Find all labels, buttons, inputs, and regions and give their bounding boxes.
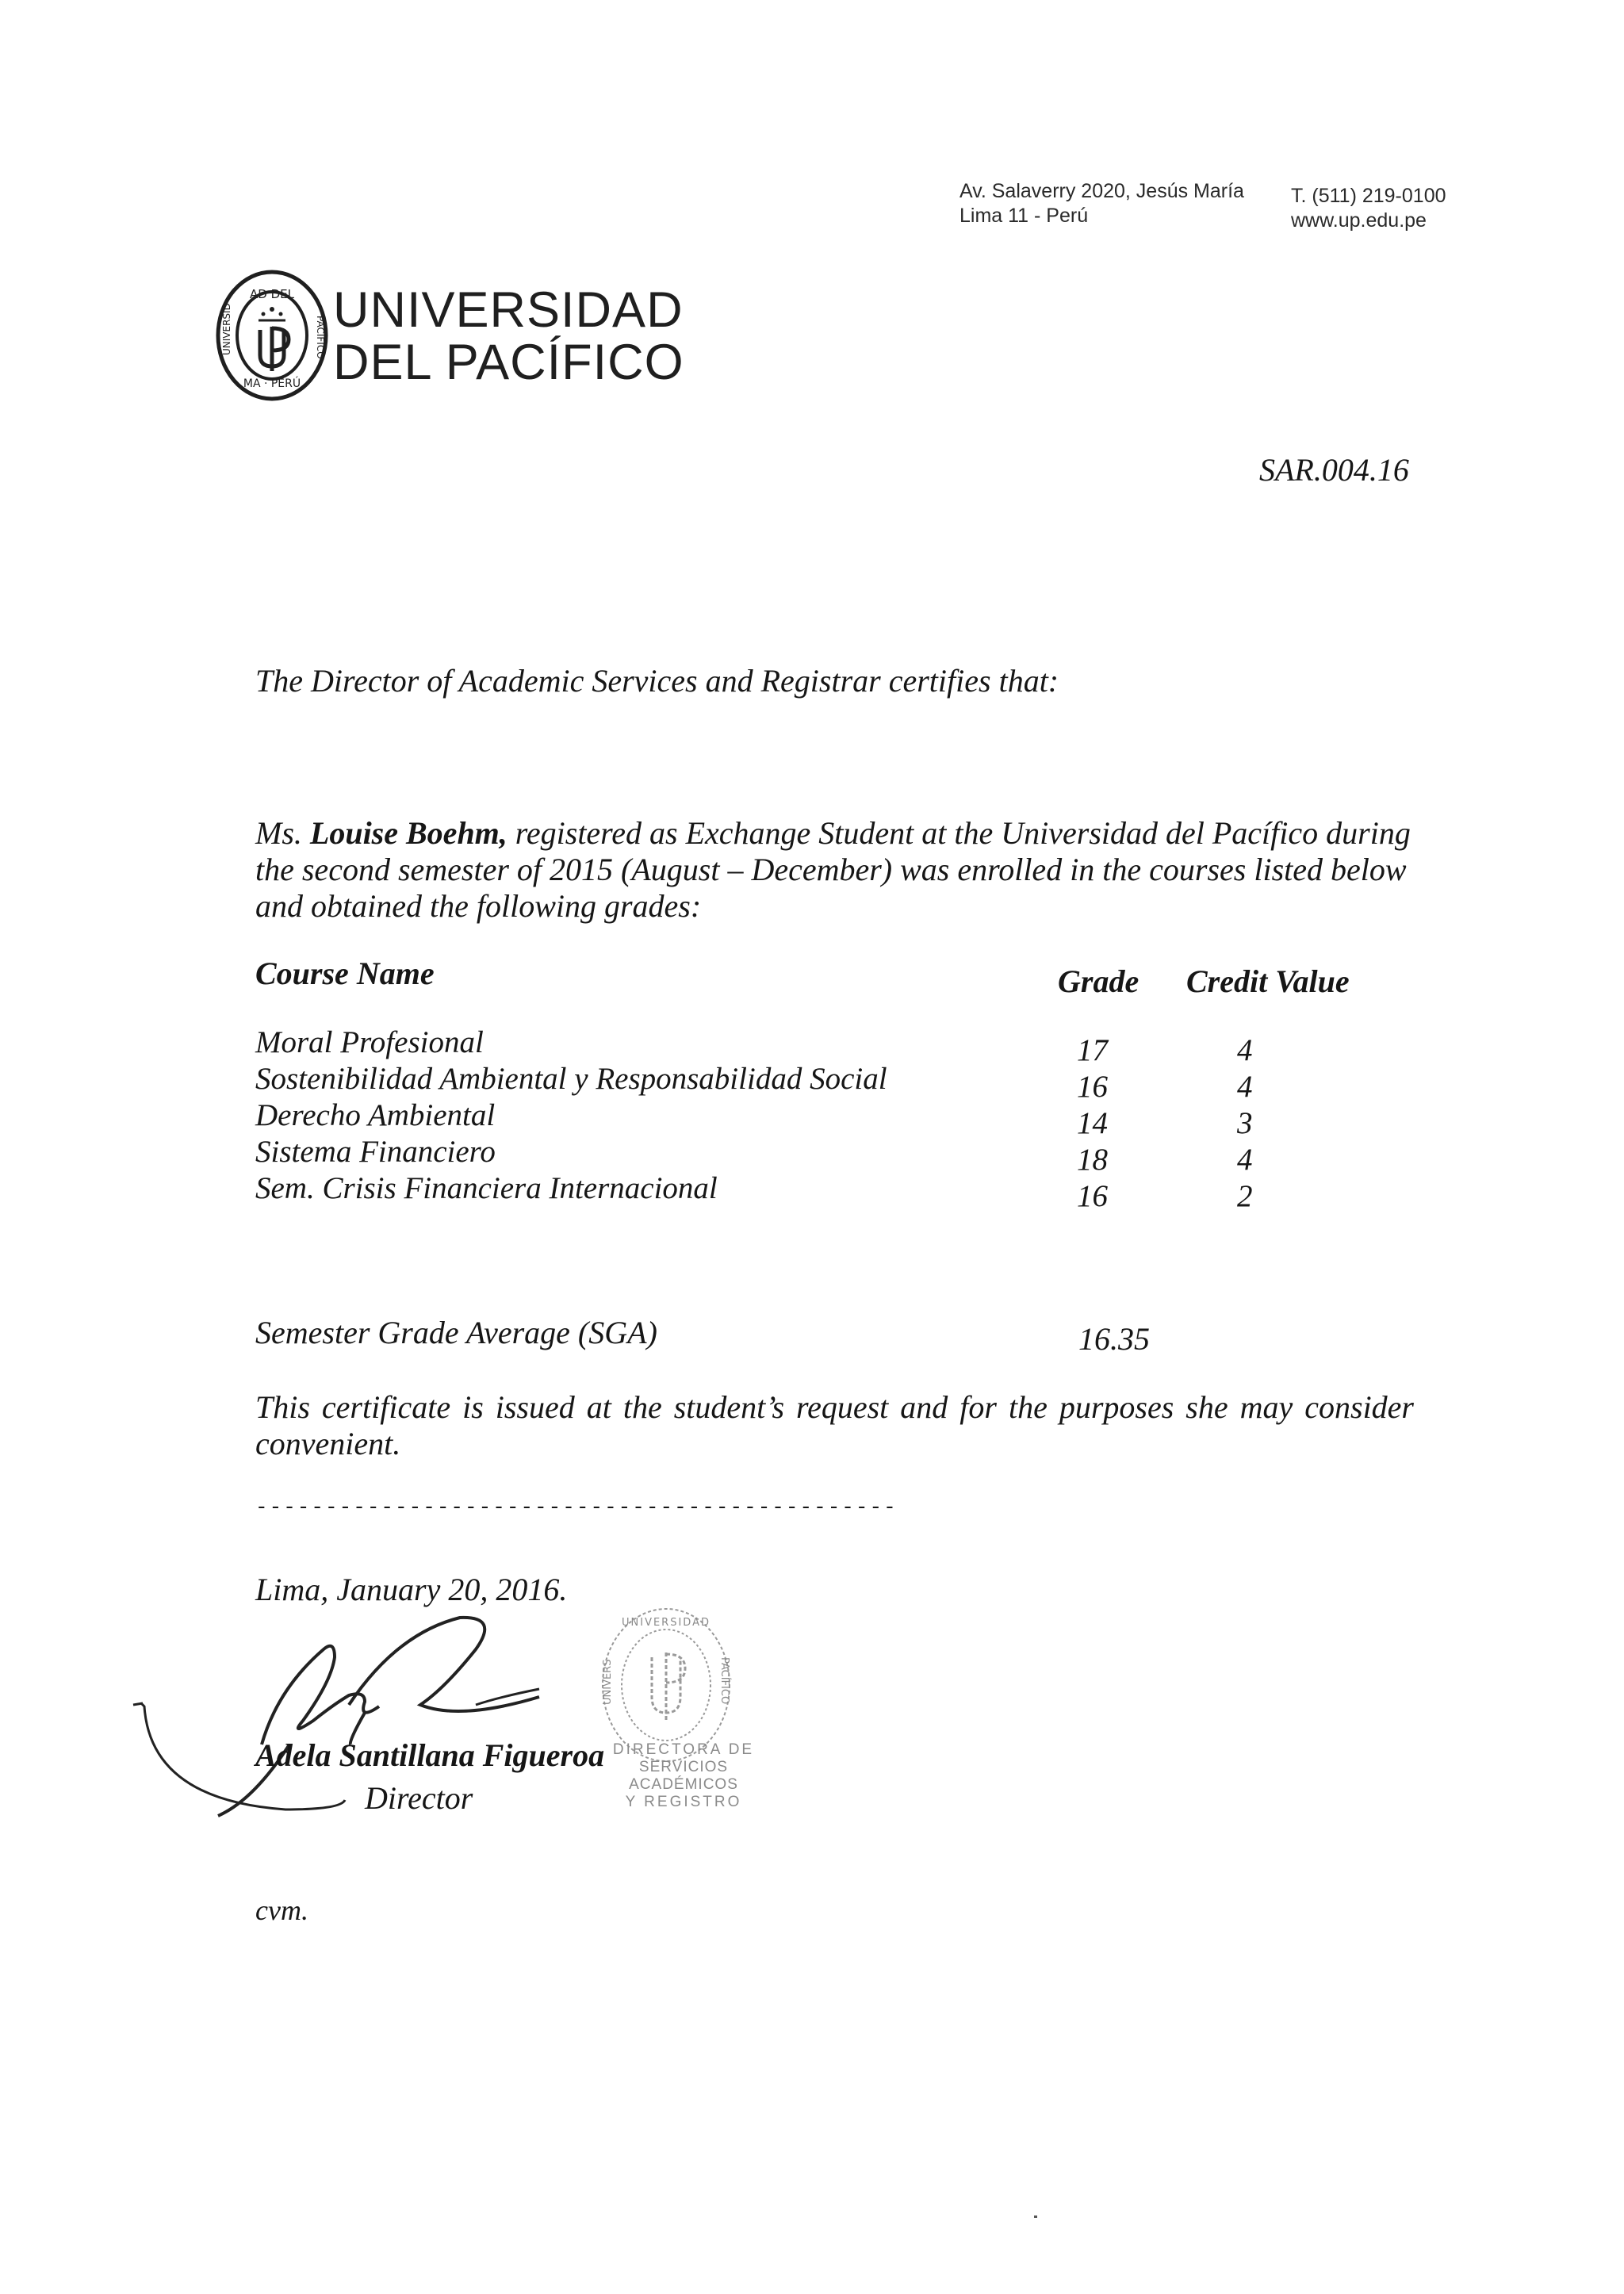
issue-date: Lima, January 20, 2016. <box>255 1572 568 1607</box>
wordmark-line-2: DEL PACÍFICO <box>333 335 684 390</box>
course-credit: 4 <box>1237 1033 1253 1067</box>
intro-line: The Director of Academic Services and Registrar certifies that: <box>255 663 1059 699</box>
column-header-credit: Credit Value <box>1186 963 1350 999</box>
student-title: Ms. <box>255 815 302 851</box>
sga-label: Semester Grade Average (SGA) <box>255 1315 657 1350</box>
course-grade: 14 <box>1077 1106 1108 1140</box>
wordmark-line-1: UNIVERSIDAD <box>333 282 684 338</box>
statement-line-1-rest: registered as Exchange Student at the Universidad del Pacífico during <box>515 815 1411 851</box>
course-name: Derecho Ambiental <box>255 1098 496 1132</box>
statement-line-3: and obtained the following grades: <box>255 888 702 924</box>
table-row <box>0 1134 1624 1177</box>
address-line-2: Lima 11 - Perú <box>959 205 1089 227</box>
signatory-name: Adela Santillana Figueroa <box>255 1737 605 1773</box>
column-header-grade: Grade <box>1058 963 1139 999</box>
course-name: Sistema Financiero <box>255 1135 496 1169</box>
phone-number: T. (511) 219-0100 <box>1291 185 1446 207</box>
svg-text:UNIVERSIDAD: UNIVERSIDAD <box>622 1617 710 1629</box>
svg-text:MA · PERÚ: MA · PERÚ <box>243 377 301 390</box>
typist-initials: cvm. <box>255 1894 308 1926</box>
address-line-1: Av. Salaverry 2020, Jesús María <box>959 180 1244 202</box>
dashed-divider: ---------------------------------------------- <box>255 1496 898 1519</box>
course-name: Sem. Crisis Financiera Internacional <box>255 1171 718 1205</box>
course-grade: 17 <box>1077 1033 1108 1067</box>
signatory-role: Director <box>365 1780 473 1816</box>
student-name: Louise Boehm, <box>309 815 508 851</box>
svg-text:UNIVERS: UNIVERS <box>602 1659 614 1705</box>
svg-text:AD DEL: AD DEL <box>250 287 294 301</box>
course-credit: 3 <box>1237 1106 1253 1140</box>
column-header-course: Course Name <box>255 956 435 991</box>
course-credit: 4 <box>1237 1070 1253 1104</box>
stray-dot <box>1034 2215 1037 2218</box>
table-row <box>0 1061 1624 1104</box>
website-link[interactable]: www.up.edu.pe <box>1291 209 1427 232</box>
course-credit: 4 <box>1237 1143 1253 1177</box>
svg-text:UNIVERSID: UNIVERSID <box>221 303 232 355</box>
course-name: Sostenibilidad Ambiental y Responsabilidad Social <box>255 1062 887 1096</box>
sga-value: 16.35 <box>1078 1321 1150 1357</box>
closing-line-2: convenient. <box>255 1426 401 1461</box>
course-grade: 16 <box>1077 1070 1108 1104</box>
table-row <box>0 1170 1624 1213</box>
closing-line-1: This certificate is issued at the student’s request and for the purposes she may consider <box>255 1389 1414 1425</box>
course-grade: 18 <box>1077 1143 1108 1177</box>
stamp-line-2: SERVICIOS ACADÉMICOS <box>629 1759 738 1793</box>
table-row <box>0 1024 1624 1067</box>
svg-text:PACÍFICO: PACÍFICO <box>718 1657 730 1705</box>
svg-text:PACÍFICO: PACÍFICO <box>315 316 326 359</box>
table-row <box>0 1097 1624 1140</box>
document-reference: SAR.004.16 <box>1259 452 1409 488</box>
closing-paragraph <box>255 1389 1413 1462</box>
statement-line-2: the second semester of 2015 (August – December) was enrolled in the courses listed below <box>255 852 1407 887</box>
stamp-line-3: Y REGISTRO <box>625 1794 742 1810</box>
course-grade: 16 <box>1077 1179 1108 1213</box>
stamp-line-1: DIRECTORA DE <box>612 1741 755 1758</box>
course-credit: 2 <box>1237 1179 1253 1213</box>
course-name: Moral Profesional <box>255 1025 484 1059</box>
stamp-text <box>604 1741 763 1811</box>
